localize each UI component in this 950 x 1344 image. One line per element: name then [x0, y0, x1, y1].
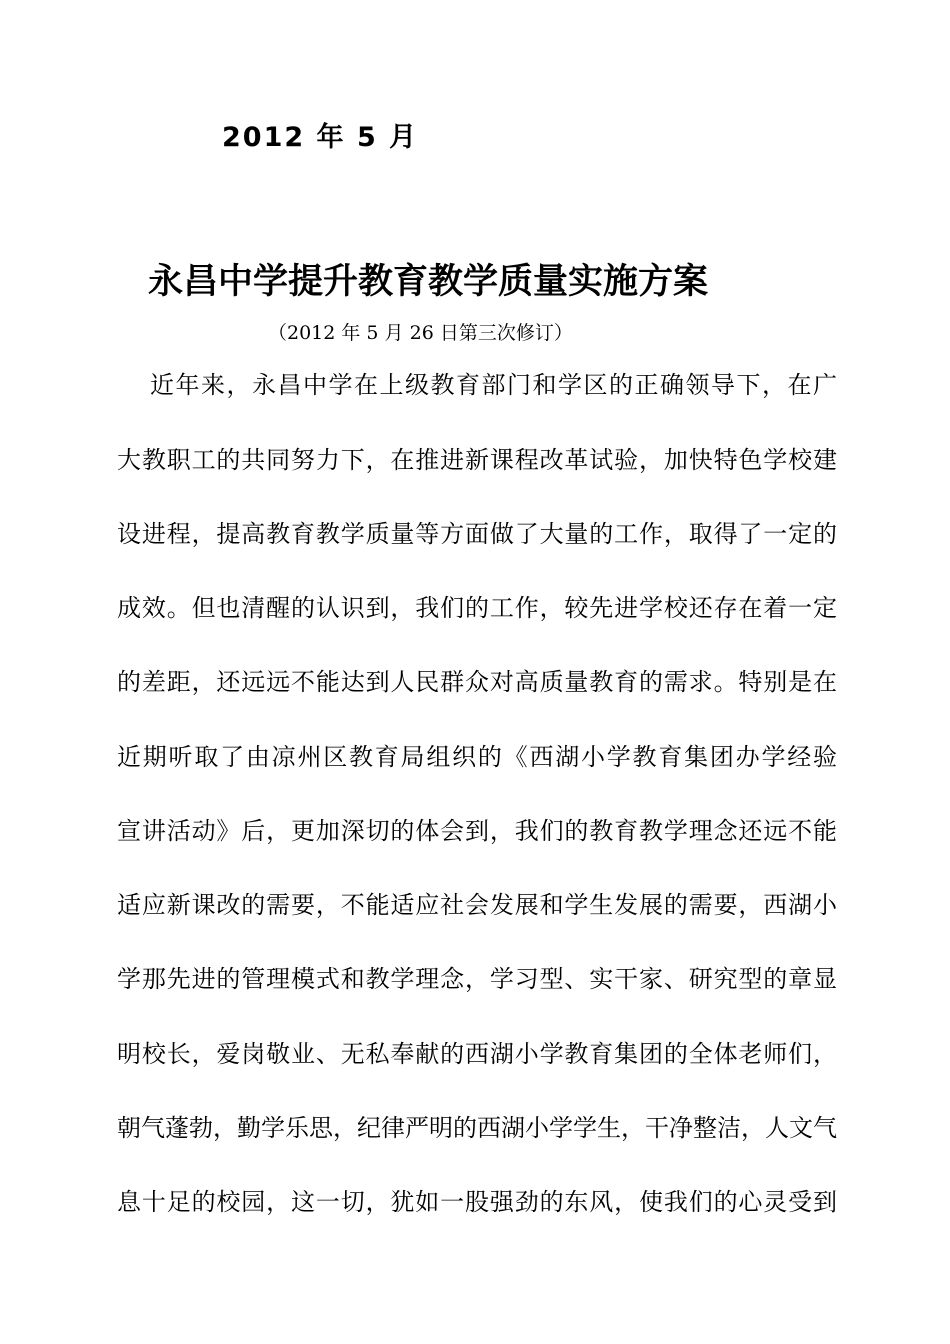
- paragraph-line: 设进程，提高教育教学质量等方面做了大量的工作，取得了一定的: [117, 520, 837, 548]
- document-subtitle: （2012 年 5 月 26 日第三次修订）: [268, 322, 573, 344]
- paragraph-line: 成效。但也清醒的认识到，我们的工作，较先进学校还存在着一定: [117, 594, 837, 622]
- paragraph-line: 大教职工的共同努力下，在推进新课程改革试验，加快特色学校建: [117, 446, 837, 474]
- paragraph-line: 适应新课改的需要，不能适应社会发展和学生发展的需要，西湖小: [117, 891, 837, 919]
- paragraph-line: 朝气蓬勃，勤学乐思，纪律严明的西湖小学学生，干净整洁，人文气: [117, 1114, 837, 1142]
- paragraph-line: 宣讲活动》后，更加深切的体会到，我们的教育教学理念还远不能: [117, 817, 837, 845]
- paragraph-line: 息十足的校园，这一切，犹如一股强劲的东风，使我们的心灵受到: [117, 1188, 837, 1216]
- paragraph-line: 近年来，永昌中学在上级教育部门和学区的正确领导下，在广: [150, 371, 837, 399]
- document-date: 2012 年 5 月: [222, 122, 419, 153]
- paragraph-line: 近期听取了由凉州区教育局组织的《西湖小学教育集团办学经验: [117, 743, 837, 771]
- paragraph-line: 明校长，爱岗敬业、无私奉献的西湖小学教育集团的全体老师们，: [117, 1040, 837, 1068]
- paragraph-line: 的差距，还远远不能达到人民群众对高质量教育的需求。特别是在: [117, 668, 837, 696]
- document-title: 永昌中学提升教育教学质量实施方案: [148, 262, 709, 302]
- paragraph-line: 学那先进的管理模式和教学理念，学习型、实干家、研究型的章显: [117, 965, 837, 993]
